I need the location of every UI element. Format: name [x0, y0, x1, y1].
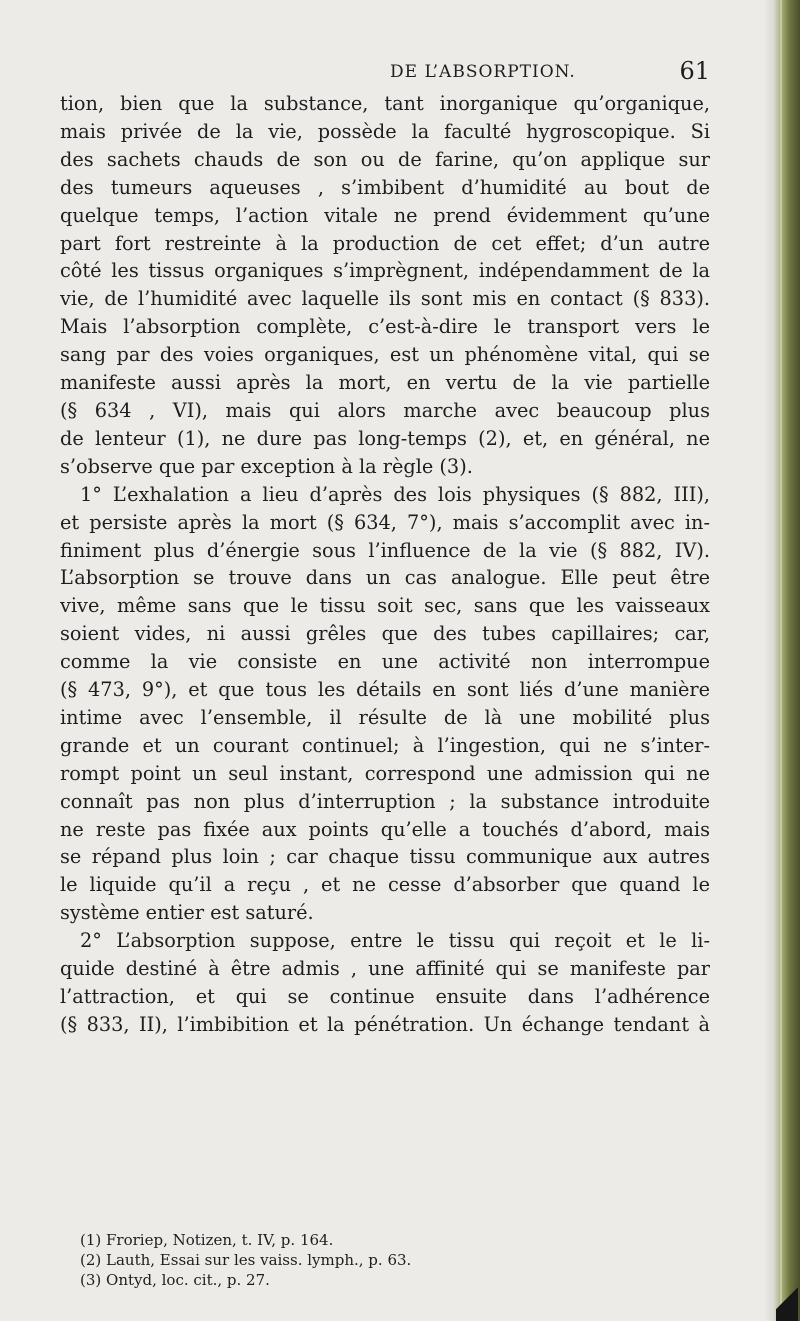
text-line: vie, de l’humidité avec laquelle ils sont mis en contact (§ 833).	[60, 287, 710, 311]
text-line: des tumeurs aqueuses , s’imbibent d’humidité au bout de	[60, 175, 710, 199]
text-line: L’absorption se trouve dans un cas analogue. Elle peut être	[60, 566, 710, 590]
text-line: quelque temps, l’action vitale ne prend évidemment qu’une	[60, 203, 710, 227]
text-line: vive, même sans que le tissu soit sec, sans que les vaisseaux	[60, 594, 710, 618]
text-line: connaît pas non plus d’interruption ; la substance introduite	[60, 789, 710, 813]
footnote: (3) Ontyd, loc. cit., p. 27.	[80, 1271, 270, 1289]
text-line: manifeste aussi après la mort, en vertu de la vie partielle	[60, 371, 710, 395]
text-line: des sachets chauds de son ou de farine, qu’on applique sur	[60, 147, 710, 171]
text-line: système entier est saturé.	[60, 901, 314, 925]
text-line: le liquide qu’il a reçu , et ne cesse d’absorber que quand le	[60, 873, 710, 897]
text-line: (§ 634 , VI), mais qui alors marche avec beaucoup plus	[60, 398, 710, 422]
text-line: l’attraction, et qui se continue ensuite dans l’adhérence	[60, 985, 710, 1008]
text-line: sang par des voies organiques, est un phénomène vital, qui se	[60, 343, 710, 367]
text-line: intime avec l’ensemble, il résulte de là une mobilité plus	[60, 705, 710, 729]
book-binding-edge	[774, 0, 800, 1321]
text-line: quide destiné à être admis , une affinité qui se manifeste par	[60, 957, 710, 981]
text-line: et persiste après la mort (§ 634, 7°), mais s’accomplit avec in-	[60, 510, 710, 534]
text-line: mais privée de la vie, possède la faculté hygroscopique. Si	[60, 119, 710, 143]
footnote: (1) Froriep, Notizen, t. IV, p. 164.	[80, 1231, 334, 1249]
text-line: ne reste pas fixée aux points qu’elle a touchés d’abord, mais	[60, 817, 710, 841]
text-line: 1° L’exhalation a lieu d’après des lois physiques (§ 882, III),	[80, 482, 710, 506]
text-line: (§ 833, II), l’imbibition et la pénétration. Un échange tendant à	[60, 1012, 710, 1036]
text-line: Mais l’absorption complète, c’est-à-dire le transport vers le	[60, 315, 710, 339]
text-line: rompt point un seul instant, correspond une admission qui ne	[60, 761, 710, 785]
footnotes	[80, 1230, 700, 1290]
text-line: part fort restreinte à la production de cet effet; d’un autre	[60, 231, 710, 255]
text-line: de lenteur (1), ne dure pas long-temps (2), et, en général, ne	[60, 426, 710, 450]
page-header	[60, 57, 710, 90]
text-line: comme la vie consiste en une activité non interrompue	[60, 650, 710, 674]
page-edge-shadow	[764, 0, 774, 1321]
text-line: grande et un courant continuel; à l’ingestion, qui ne s’inter-	[60, 733, 710, 757]
text-line: finiment plus d’énergie sous l’influence de la vie (§ 882, IV).	[60, 538, 710, 562]
text-line: côté les tissus organiques s’imprègnent, indépendamment de la	[60, 259, 710, 283]
text-line: se répand plus loin ; car chaque tissu communique aux autres	[60, 845, 710, 869]
page-number: 61	[679, 57, 710, 85]
text-line: s’observe que par exception à la règle (3).	[60, 454, 473, 478]
running-title: DE L’ABSORPTION.	[390, 62, 576, 82]
footnote: (2) Lauth, Essai sur les vaiss. lymph., p. 63.	[80, 1251, 412, 1269]
text-line: (§ 473, 9°), et que tous les détails en sont liés d’une manière	[60, 678, 710, 702]
text-line: soient vides, ni aussi grêles que des tubes capillaires; car,	[60, 622, 710, 646]
text-line: 2° L’absorption suppose, entre le tissu qui reçoit et le li-	[80, 929, 710, 953]
text-line: tion, bien que la substance, tant inorganique qu’organique,	[60, 92, 710, 115]
body-text	[60, 90, 710, 1039]
